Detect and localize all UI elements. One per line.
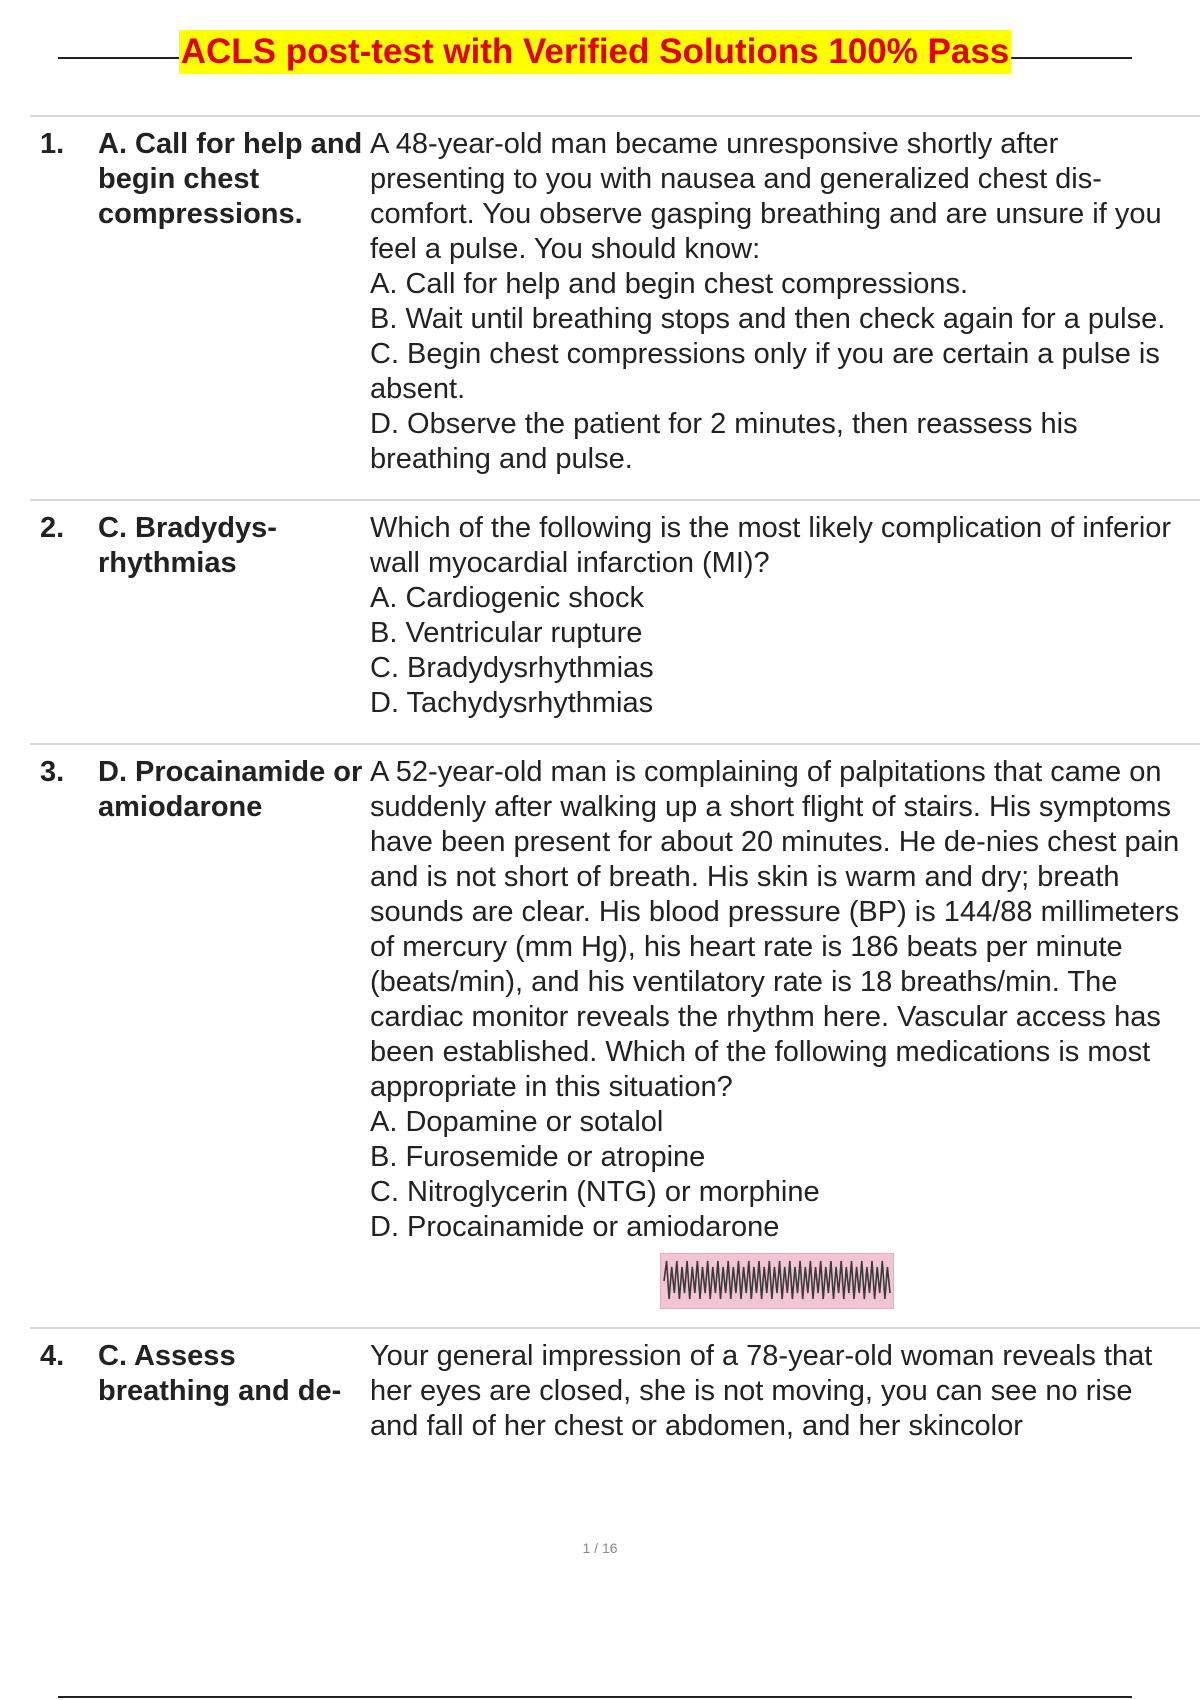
question-text: Your general impression of a 78-year-old woman reveals that her eyes are closed, she is not moving, you can see no rise and fall of her chest or abdomen, and her skincolor — [370, 1340, 1153, 1442]
question-text: Which of the following is the most likely complication of inferior wall myocardial infarction (MI)? — [370, 512, 1172, 579]
question-answer: D. Procainamide or amiodarone — [98, 756, 363, 823]
option-b: B. Furosemide or atropine — [370, 1141, 706, 1173]
question-number: 4. — [40, 1340, 65, 1372]
question-number: 3. — [40, 756, 65, 788]
question-body — [370, 1339, 1180, 1444]
document-header — [58, 30, 1132, 74]
option-a: A. Cardiogenic shock — [370, 582, 645, 614]
question-text: A 48-year-old man became unresponsive shortly after presenting to you with nausea and generalized chest dis-comfort. You observe gasping breathing and are unsure if you feel a pulse. You should know: — [370, 128, 1162, 265]
option-c: C. Bradydysrhythmias — [370, 652, 654, 684]
question-row — [30, 499, 1200, 721]
question-answer: A. Call for help and begin chest compressions. — [98, 128, 363, 230]
option-a: A. Dopamine or sotalol — [370, 1106, 664, 1138]
option-d: D. Tachydysrhythmias — [370, 687, 654, 719]
option-b: B. Wait until breathing stops and then check again for a pulse. — [370, 303, 1166, 335]
footer-rule — [58, 1696, 1132, 1698]
option-d: D. Procainamide or amiodarone — [370, 1211, 780, 1243]
option-b: B. Ventricular rupture — [370, 617, 643, 649]
question-list — [30, 115, 1200, 1444]
question-answer: C. Bradydys-rhythmias — [98, 512, 277, 579]
option-a: A. Call for help and begin chest compressions. — [370, 268, 969, 300]
question-row — [30, 743, 1200, 1309]
question-body — [370, 755, 1180, 1309]
question-body — [370, 511, 1180, 721]
question-body — [370, 127, 1180, 477]
question-row — [30, 115, 1200, 477]
option-d: D. Observe the patient for 2 minutes, then reassess his breathing and pulse. — [370, 408, 1078, 475]
ecg-rhythm-strip-icon — [660, 1253, 894, 1309]
option-c: C. Begin chest compressions only if you are certain a pulse is absent. — [370, 338, 1160, 405]
page-number: 1 / 16 — [582, 1540, 618, 1556]
question-text: A 52-year-old man is complaining of palpitations that came on suddenly after walking up a short flight of stairs. His symptoms have been present for about 20 minutes. He de-nies chest pain and is not short of breath. His skin is warm and dry; breath sounds are clear. His blood pressure (BP) is 144/88 millimeters of mercury (mm Hg), his heart rate is 186 beats per minute (beats/min), and his ventilatory rate is 18 breaths/min. The cardiac monitor reveals the rhythm here. Vascular access has been established. Which of the following medications is most appropriate in this situation? — [370, 756, 1180, 1103]
question-number: 2. — [40, 512, 65, 544]
option-c: C. Nitroglycerin (NTG) or morphine — [370, 1176, 820, 1208]
question-row — [30, 1327, 1200, 1444]
question-number: 1. — [40, 128, 65, 160]
document-title: ACLS post-test with Verified Solutions 100% Pass — [179, 30, 1012, 74]
question-answer: C. Assess breathing and de- — [98, 1340, 342, 1407]
